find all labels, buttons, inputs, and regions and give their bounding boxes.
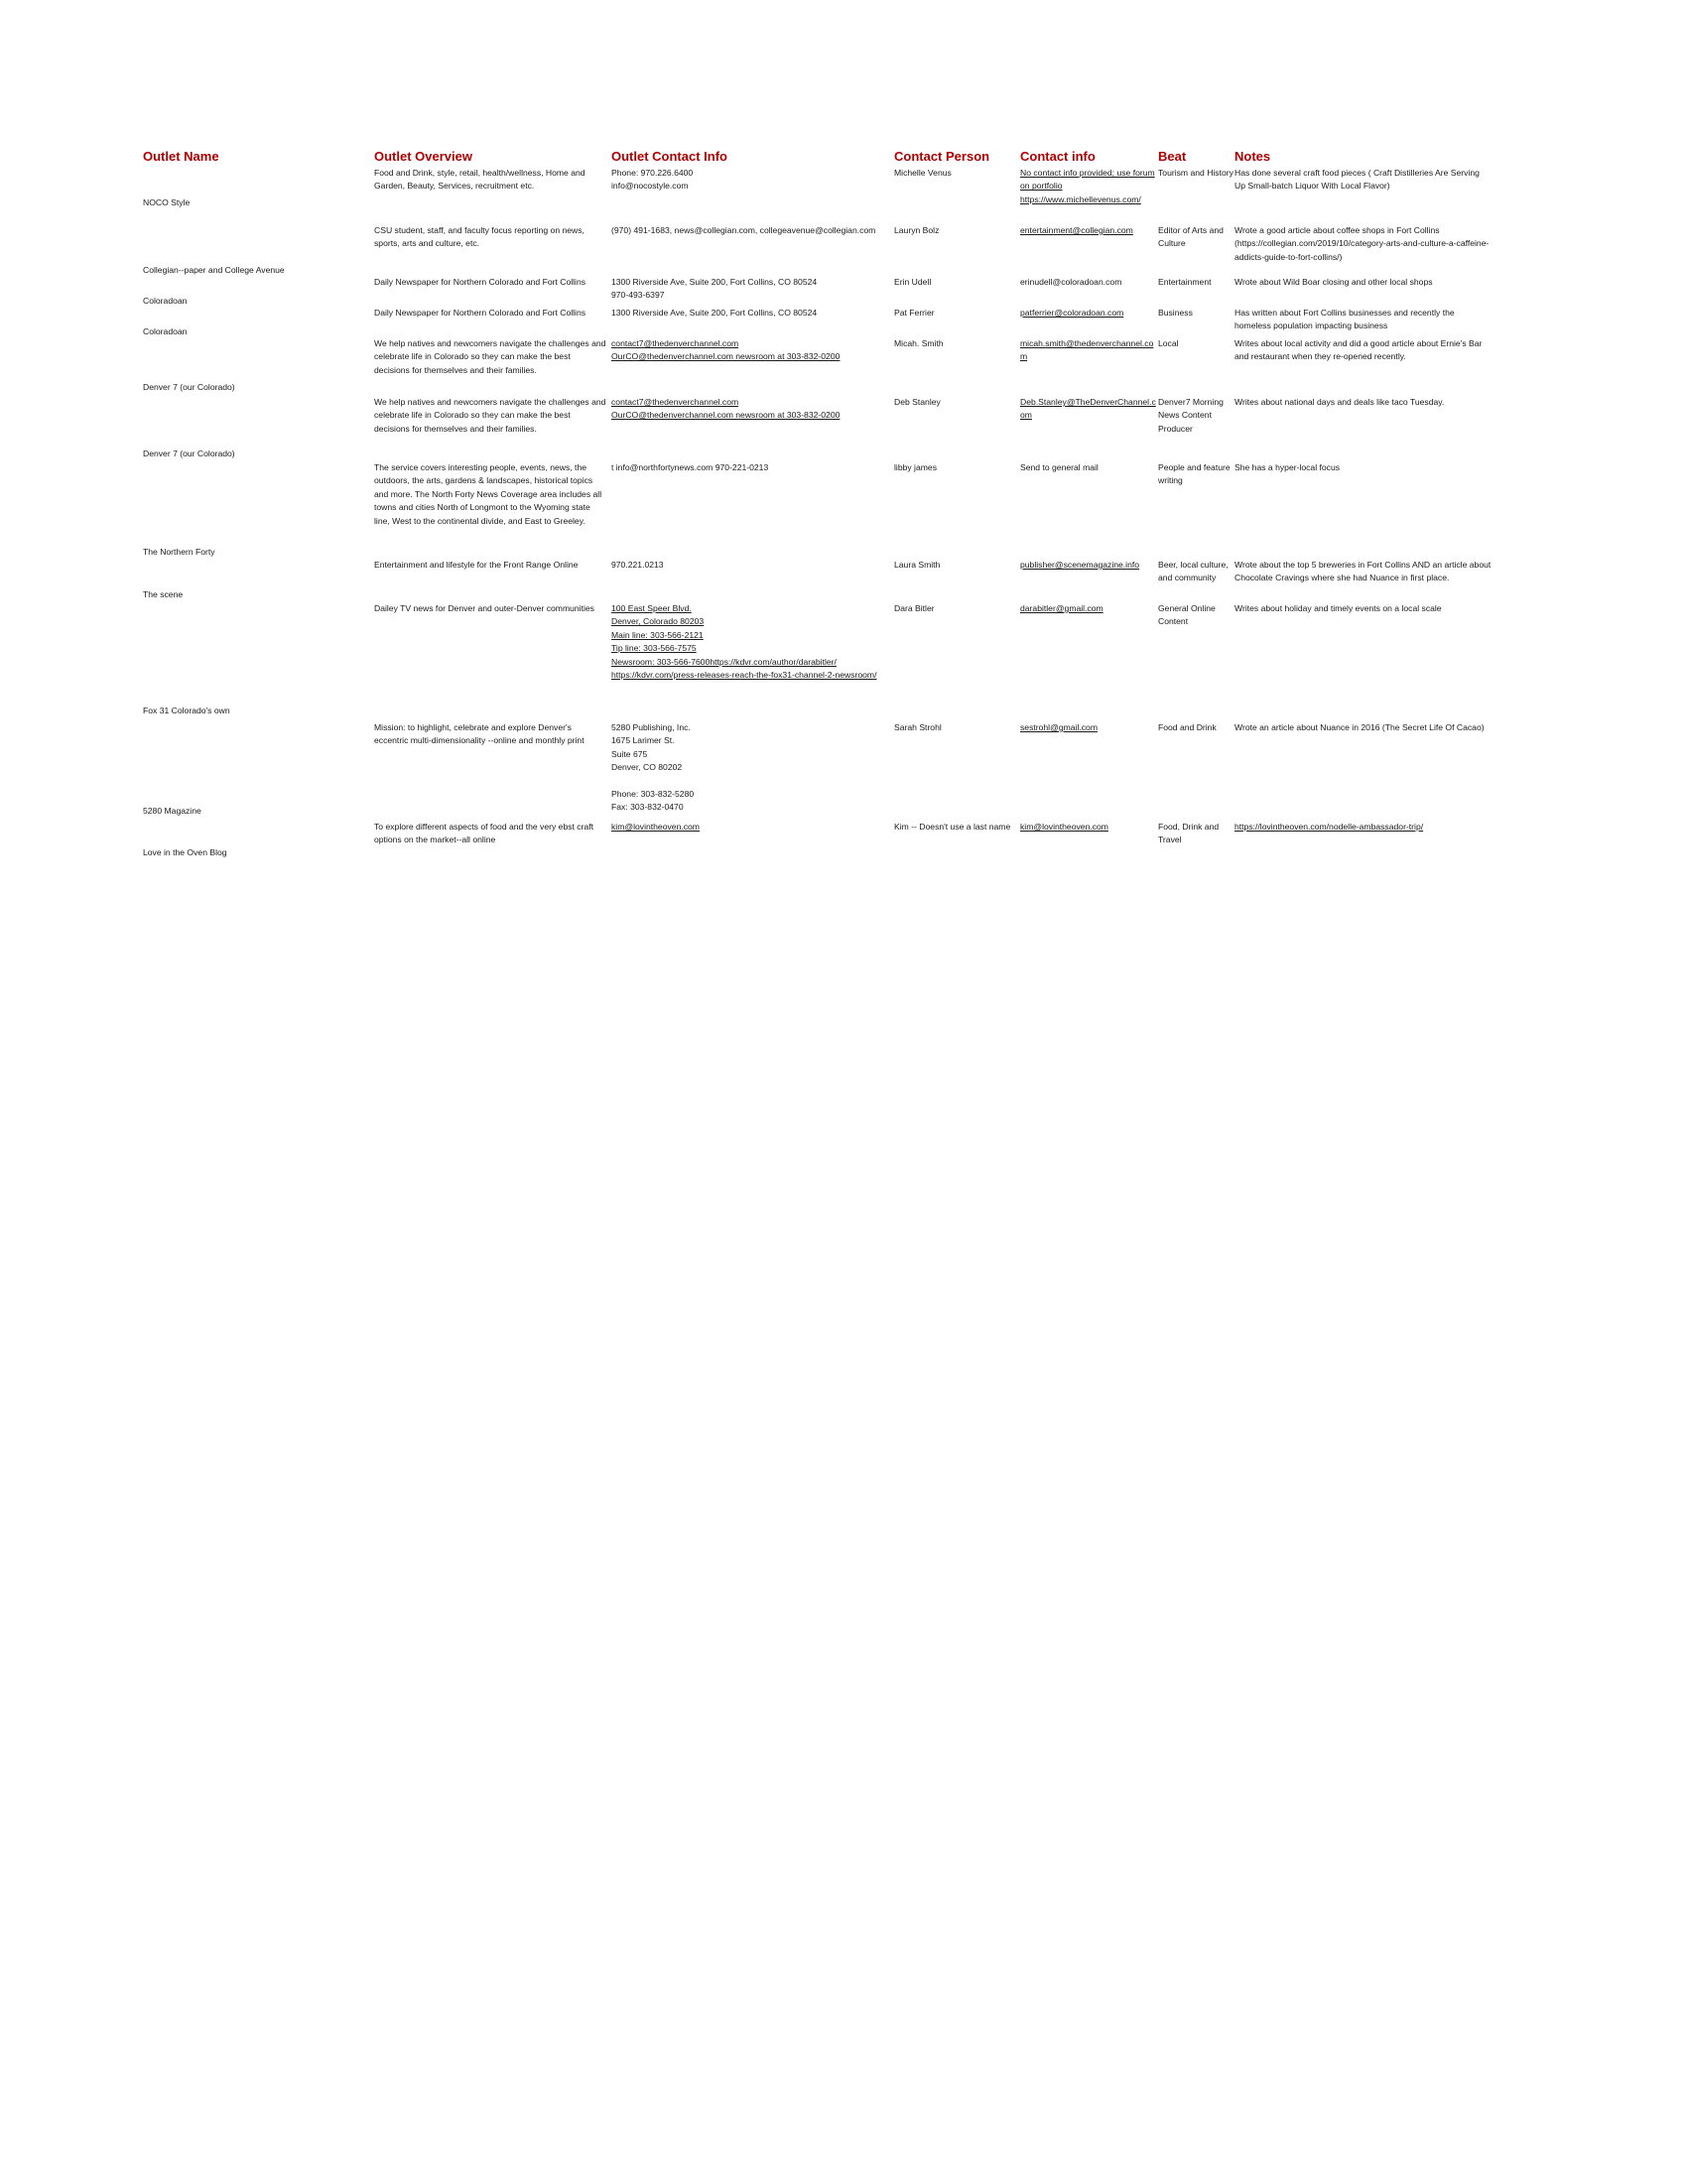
beat: Business (1158, 308, 1193, 318)
beat: People and feature writing (1158, 462, 1231, 486)
contact-info-link[interactable]: darabitler@gmail.com (1020, 603, 1103, 613)
notes: She has a hyper-local focus (1234, 462, 1341, 472)
notes: Writes about national days and deals like taco Tuesday. (1234, 397, 1445, 407)
notes: Writes about local activity and did a good article about Ernie's Bar and restaurant when they re-opened recently. (1234, 338, 1483, 362)
outlet-contact-info: 5280 Publishing, Inc. 1675 Larimer St. Suite 675 Denver, CO 80202 Phone: 303-832-5280 Fax: 303-832-0470 (611, 722, 695, 813)
contact-person: libby james (894, 462, 937, 472)
outlet-contact-info: 1300 Riverside Ave, Suite 200, Fort Collins, CO 80524 (611, 308, 818, 318)
table-row (143, 307, 1492, 337)
contact-person: Michelle Venus (894, 168, 952, 178)
table-row (143, 167, 1492, 224)
table-row (143, 461, 1492, 559)
outlet-overview: CSU student, staff, and faculty focus reporting on news, sports, arts and culture, etc. (374, 225, 584, 249)
beat: Entertainment (1158, 277, 1212, 287)
beat: Tourism and History (1158, 168, 1233, 178)
contact-person: Deb Stanley (894, 397, 941, 407)
outlet-contact-info: 1300 Riverside Ave, Suite 200, Fort Collins, CO 80524 970-493-6397 (611, 277, 818, 301)
table-row (143, 396, 1492, 461)
table-row (143, 337, 1492, 396)
contact-spreadsheet (143, 149, 1492, 860)
outlet-overview: Mission: to highlight, celebrate and explore Denver's eccentric multi-dimensionality --online and monthly print (374, 722, 584, 746)
outlet-contact-info: 970.221.0213 (611, 560, 664, 570)
outlet-contact-info-link[interactable]: contact7@thedenverchannel.com OurCO@thedenverchannel.com newsroom at 303-832-0200 (611, 338, 841, 362)
contact-person: Pat Ferrier (894, 308, 935, 318)
outlet-name: Coloradoan (143, 296, 188, 306)
notes: Writes about holiday and timely events on a local scale (1234, 603, 1442, 613)
table-row (143, 602, 1492, 721)
outlet-name: Denver 7 (our Colorado) (143, 382, 235, 392)
notes: Wrote an article about Nuance in 2016 (The Secret Life Of Cacao) (1234, 722, 1485, 732)
outlet-overview: The service covers interesting people, events, news, the outdoors, the arts, gardens & landscapes, historical topics and more. The North Forty News Coverage area includes all towns and cities North of Longmont to the Wyoming state line, West to the continental divide, and East to Greeley. (374, 462, 602, 526)
notes: Wrote about Wild Boar closing and other local shops (1234, 277, 1433, 287)
outlet-name: Denver 7 (our Colorado) (143, 449, 235, 458)
outlet-contact-info-link[interactable]: contact7@thedenverchannel.com OurCO@thedenverchannel.com newsroom at 303-832-0200 (611, 397, 841, 421)
contact-info: erinudell@coloradoan.com (1020, 277, 1122, 287)
contact-info-link[interactable]: publisher@scenemagazine.info (1020, 560, 1140, 570)
outlet-overview: Dailey TV news for Denver and outer-Denver communities (374, 603, 594, 613)
table-row (143, 821, 1492, 860)
contact-person: Erin Udell (894, 277, 932, 287)
header-outlet-name: Outlet Name (143, 149, 219, 164)
outlet-contact-info: (970) 491-1683, news@collegian.com, collegeavenue@collegian.com (611, 225, 876, 235)
header-notes: Notes (1234, 149, 1271, 164)
beat: Food and Drink (1158, 722, 1217, 732)
contact-info-link[interactable]: Deb.Stanley@TheDenverChannel.com (1020, 397, 1156, 421)
outlet-contact-info-link[interactable]: 100 East Speer Blvd. Denver, Colorado 80203 Main line: 303-566-2121 Tip line: 303-566-7575 Newsroom: 303-566-7600https://kdvr.com/author/darabitler/ https://kdvr.com/press-releases-reach-the-fox31-channel-2-newsroom/ (611, 603, 877, 681)
outlet-contact-info-link[interactable]: kim@lovintheoven.com (611, 822, 700, 832)
contact-person: Lauryn Bolz (894, 225, 940, 235)
contact-person: Dara Bitler (894, 603, 935, 613)
outlet-overview: We help natives and newcomers navigate the challenges and celebrate life in Colorado so they can make the best decisions for themselves and their families. (374, 397, 606, 434)
contact-info-link[interactable]: entertainment@collegian.com (1020, 225, 1133, 235)
contact-info-link[interactable]: patferrier@coloradoan.com (1020, 308, 1124, 318)
outlet-name: Love in the Oven Blog (143, 847, 227, 857)
notes: Wrote a good article about coffee shops in Fort Collins (https://collegian.com/2019/10/category-arts-and-culture-a-caffeine-addicts-guide-to-fort-collins/) (1234, 225, 1490, 262)
outlet-name: The Northern Forty (143, 547, 215, 557)
contact-person: Micah. Smith (894, 338, 944, 348)
outlet-name: Collegian--paper and College Avenue (143, 265, 285, 275)
outlet-name: Coloradoan (143, 326, 188, 336)
outlet-overview: Entertainment and lifestyle for the Front Range Online (374, 560, 579, 570)
outlet-overview: Daily Newspaper for Northern Colorado and Fort Collins (374, 308, 586, 318)
header-outlet-overview: Outlet Overview (374, 149, 472, 164)
outlet-overview: Daily Newspaper for Northern Colorado and Fort Collins (374, 277, 586, 287)
contact-person: Laura Smith (894, 560, 941, 570)
beat: Food, Drink and Travel (1158, 822, 1220, 845)
notes: Wrote about the top 5 breweries in Fort Collins AND an article about Chocolate Cravings where she had Nuance in first place. (1234, 560, 1492, 583)
notes-link[interactable]: https://lovintheoven.com/nodelle-ambassador-trip/ (1234, 822, 1424, 832)
contact-person: Kim -- Doesn't use a last name (894, 822, 1011, 832)
outlet-contact-info: t info@northfortynews.com 970-221-0213 (611, 462, 769, 472)
outlet-name: Fox 31 Colorado's own (143, 706, 230, 715)
table-row (143, 276, 1492, 307)
notes: Has written about Fort Collins businesses and recently the homeless population impacting business (1234, 308, 1455, 331)
contact-info-link[interactable]: sestrohl@gmail.com (1020, 722, 1098, 732)
beat: Local (1158, 338, 1179, 348)
contact-info: Send to general mail (1020, 462, 1099, 472)
header-contact-info: Contact info (1020, 149, 1096, 164)
header-outlet-contact-info: Outlet Contact Info (611, 149, 727, 164)
outlet-name: The scene (143, 589, 184, 599)
header-row (143, 149, 1492, 167)
beat: Beer, local culture, and community (1158, 560, 1229, 583)
table-row (143, 224, 1492, 276)
table-row (143, 721, 1492, 821)
outlet-overview: To explore different aspects of food and the very ebst craft options on the market--all online (374, 822, 594, 845)
contact-info-link[interactable]: micah.smith@thedenverchannel.com (1020, 338, 1154, 362)
outlet-overview: We help natives and newcomers navigate the challenges and celebrate life in Colorado so they can make the best decisions for themselves and their families. (374, 338, 606, 375)
outlet-name: NOCO Style (143, 197, 191, 207)
outlet-contact-info: Phone: 970.226.6400 info@nocostyle.com (611, 168, 694, 192)
table-row (143, 559, 1492, 602)
contact-person: Sarah Strohl (894, 722, 942, 732)
header-beat: Beat (1158, 149, 1187, 164)
beat: Denver7 Morning News Content Producer (1158, 397, 1224, 434)
contact-info-link[interactable]: kim@lovintheoven.com (1020, 822, 1108, 832)
outlet-overview: Food and Drink, style, retail, health/wellness, Home and Garden, Beauty, Services, recruitment etc. (374, 168, 585, 192)
beat: General Online Content (1158, 603, 1216, 627)
contact-info-link[interactable]: No contact info provided; use forum on portfolio https://www.michellevenus.com/ (1020, 168, 1155, 204)
header-contact-person: Contact Person (894, 149, 990, 164)
outlet-name: 5280 Magazine (143, 806, 201, 816)
notes: Has done several craft food pieces ( Craft Distilleries Are Serving Up Small-batch Liquor With Local Flavor) (1234, 168, 1480, 192)
beat: Editor of Arts and Culture (1158, 225, 1224, 249)
